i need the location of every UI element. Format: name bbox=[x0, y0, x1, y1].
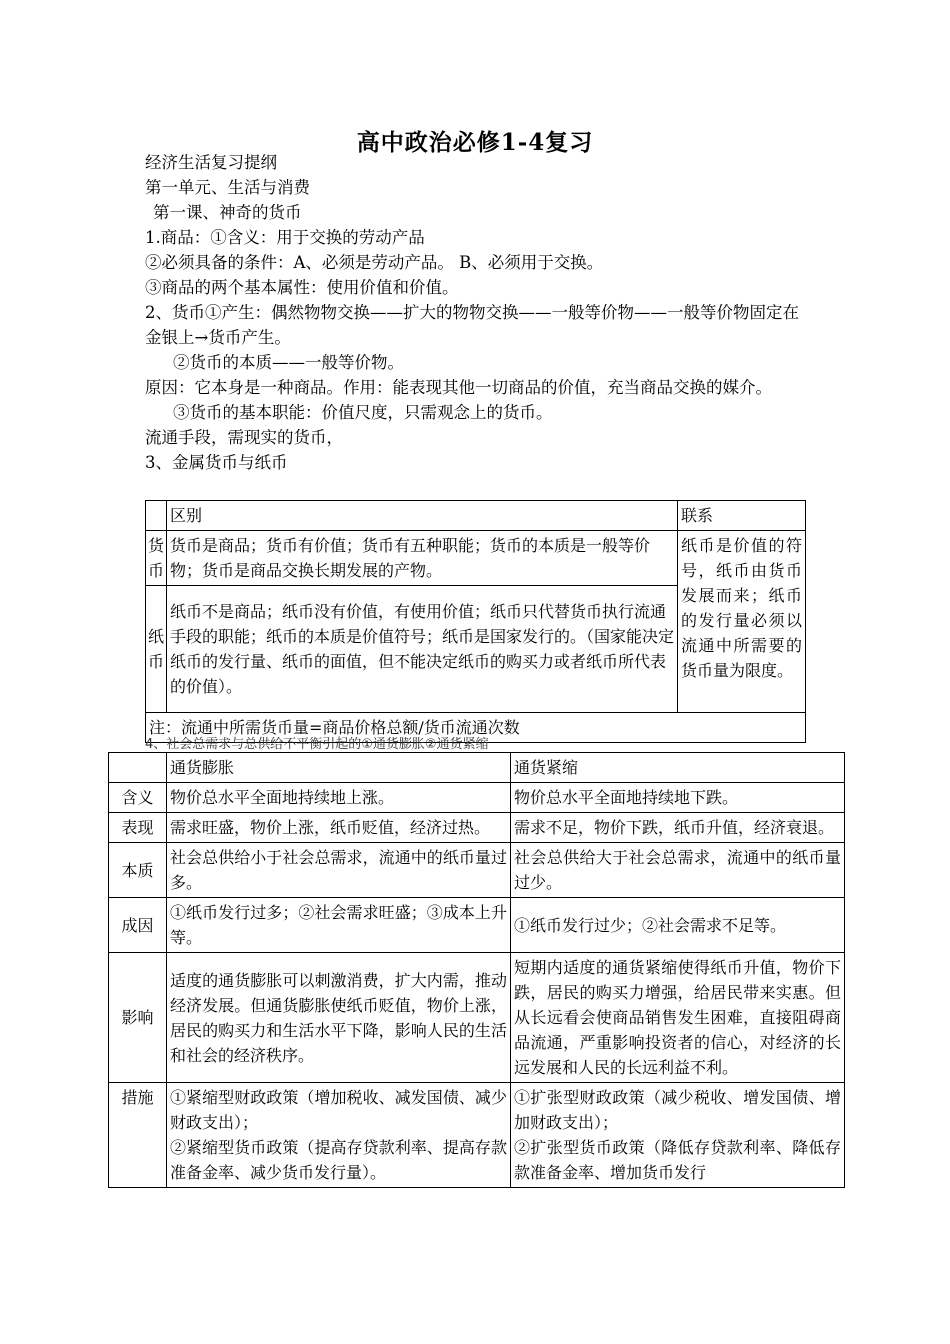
table-row bbox=[109, 783, 845, 813]
text-line: ③商品的两个基本属性：使用价值和价值。 bbox=[145, 278, 459, 297]
table-cell: 社会总供给大于社会总需求，流通中的纸币量过少。 bbox=[511, 843, 845, 898]
table-cell: 物价总水平全面地持续地上涨。 bbox=[167, 783, 511, 813]
row-label: 纸币 bbox=[146, 586, 167, 713]
text-line: 原因：它本身是一种商品。作用：能表现其他一切商品的价值，充当商品交换的媒介。 bbox=[145, 378, 772, 397]
page-title: 高中政治必修1-4复习 bbox=[356, 129, 594, 156]
table-cell bbox=[146, 501, 167, 531]
outline-text bbox=[145, 150, 815, 475]
table-cell: 社会总供给小于社会总需求，流通中的纸币量过多。 bbox=[167, 843, 511, 898]
table-row bbox=[109, 753, 845, 783]
table-cell bbox=[109, 753, 167, 783]
table-cell: ①纸币发行过少；②社会需求不足等。 bbox=[511, 898, 845, 953]
table-note: 注：流通中所需货币量=商品价格总额/货币流通次数 bbox=[146, 713, 806, 743]
text-line: ③货币的基本职能：价值尺度，只需观念上的货币。 bbox=[173, 403, 553, 422]
table-cell: 需求不足，物价下跌，纸币升值，经济衰退。 bbox=[511, 813, 845, 843]
text-line: 流通手段，需现实的货币， bbox=[145, 428, 343, 447]
inflation-deflation-table bbox=[108, 752, 845, 1188]
table-row bbox=[146, 531, 806, 586]
row-label: 影响 bbox=[109, 953, 167, 1083]
outline-heading: 经济生活复习提纲 bbox=[145, 153, 277, 172]
row-label: 成因 bbox=[109, 898, 167, 953]
header-cell: 通货紧缩 bbox=[511, 753, 845, 783]
measure-line: ①紧缩型财政政策（增加税收、减发国债、减少财政支出）； bbox=[170, 1088, 507, 1132]
lesson-heading: 第一课、神奇的货币 bbox=[153, 203, 302, 222]
header-cell: 通货膨胀 bbox=[167, 753, 511, 783]
text-line: 2、货币①产生：偶然物物交换——扩大的物物交换——一般等价物——一般等价物固定在金银上→货币产生。 bbox=[145, 303, 799, 347]
text-line: ②必须具备的条件：A、必须是劳动产品。 B、必须用于交换。 bbox=[145, 253, 604, 272]
header-cell: 联系 bbox=[678, 501, 806, 531]
table-cell bbox=[511, 1083, 845, 1188]
table-cell: 纸币是价值的符号，纸币由货币发展而来；纸币的发行量必须以流通中所需要的货币量为限度。 bbox=[678, 531, 806, 713]
table-cell: 纸币不是商品；纸币没有价值，有使用价值；纸币只代替货币执行流通手段的职能；纸币的本质是价值符号；纸币是国家发行的。（国家能决定纸币的发行量、纸币的面值，但不能决定纸币的购买力或者纸币所代表的价值）。 bbox=[167, 586, 678, 713]
table-row bbox=[109, 813, 845, 843]
row-label: 表现 bbox=[109, 813, 167, 843]
unit-heading: 第一单元、生活与消费 bbox=[145, 178, 310, 197]
table-cell: 短期内适度的通货紧缩使得纸币升值，物价下跌，居民的购买力增强，给居民带来实惠。但从长远看会使商品销售发生困难，直接阻碍商品流通，严重影响投资者的信心，对经济的长远发展和人民的长远利益不利。 bbox=[511, 953, 845, 1083]
measure-line: ①扩张型财政政策（减少税收、增发国债、增加财政支出）； bbox=[514, 1088, 841, 1132]
table-row bbox=[146, 501, 806, 531]
table-cell bbox=[167, 1083, 511, 1188]
row-label: 货币 bbox=[146, 531, 167, 586]
row-label: 本质 bbox=[109, 843, 167, 898]
table-cell: ①纸币发行过多；②社会需求旺盛；③成本上升等。 bbox=[167, 898, 511, 953]
text-line: 1.商品：①含义：用于交换的劳动产品 bbox=[145, 228, 425, 247]
measure-line: ②紧缩型货币政策（提高存贷款利率、提高存款准备金率、减少货币发行量）。 bbox=[170, 1138, 507, 1182]
table-cell: 需求旺盛，物价上涨，纸币贬值，经济过热。 bbox=[167, 813, 511, 843]
measure-line: ②扩张型货币政策（降低存贷款利率、降低存款准备金率、增加货币发行 bbox=[514, 1138, 841, 1182]
table-row bbox=[109, 1083, 845, 1188]
table-cell: 物价总水平全面地持续地下跌。 bbox=[511, 783, 845, 813]
row-label: 含义 bbox=[109, 783, 167, 813]
table-row bbox=[109, 898, 845, 953]
table-cell: 适度的通货膨胀可以刺激消费，扩大内需，推动经济发展。但通货膨胀使纸币贬值，物价上涨，居民的购买力和生活水平下降，影响人民的生活和社会的经济秩序。 bbox=[167, 953, 511, 1083]
section-heading: 4、社会总需求与总供给不平衡引起的①通货膨胀②通货紧缩 bbox=[145, 737, 489, 752]
table-row bbox=[109, 953, 845, 1083]
table-cell: 货币是商品；货币有价值；货币有五种职能；货币的本质是一般等价物；货币是商品交换长期发展的产物。 bbox=[167, 531, 678, 586]
currency-comparison-table bbox=[145, 500, 806, 743]
table-row bbox=[109, 843, 845, 898]
row-label: 措施 bbox=[109, 1083, 167, 1188]
header-cell: 区别 bbox=[167, 501, 678, 531]
text-line: ②货币的本质——一般等价物。 bbox=[173, 353, 404, 372]
section-heading: 3、金属货币与纸币 bbox=[145, 453, 288, 472]
